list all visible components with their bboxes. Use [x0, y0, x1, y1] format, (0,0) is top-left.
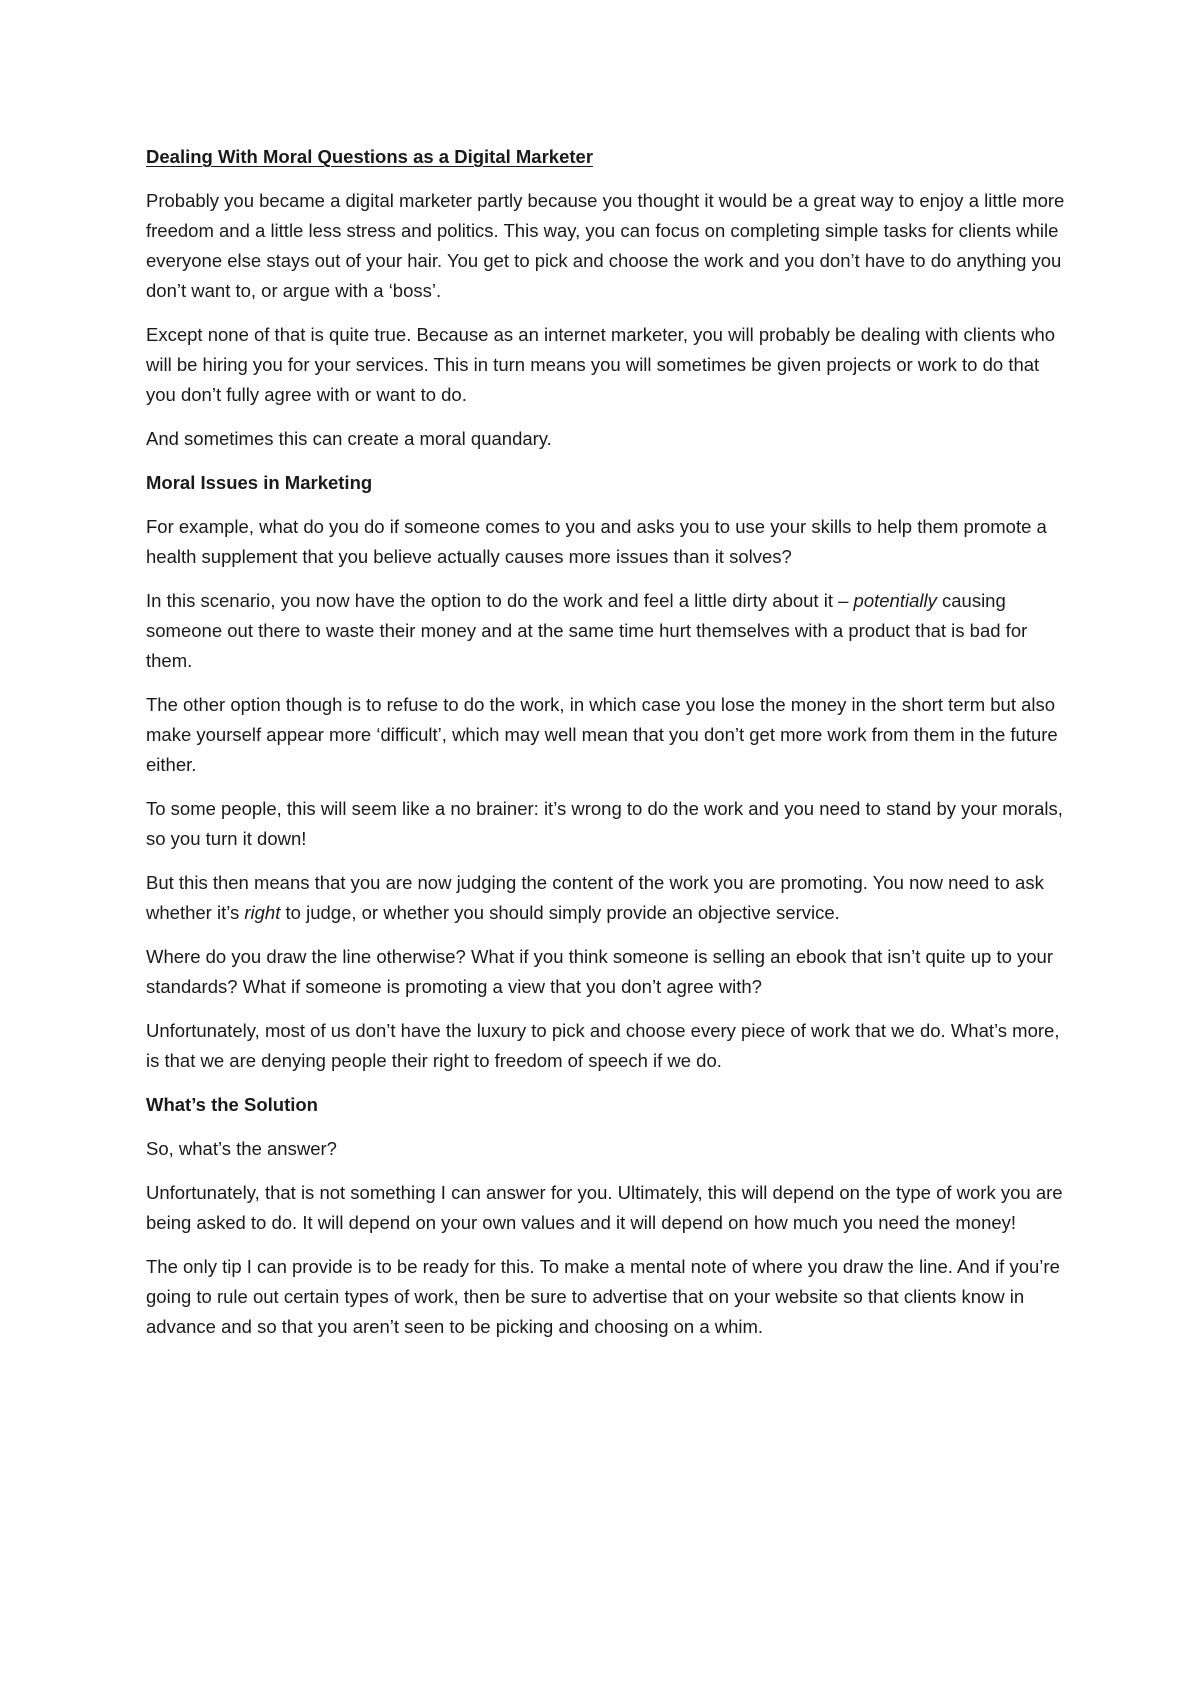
section1-paragraph-5-end: to judge, or whether you should simply provide an objective service. [280, 902, 840, 923]
document-title: Dealing With Moral Questions as a Digital Marketer [146, 146, 594, 167]
emphasis-right: right [244, 902, 281, 923]
section-heading-moral-issues: Moral Issues in Marketing [146, 472, 373, 493]
section-heading-solution: What’s the Solution [146, 1094, 318, 1115]
section1-paragraph-6: Where do you draw the line otherwise? What if you think someone is selling an ebook that isn’t quite up to your standards? What if someone is promoting a view that you don’t agree with? [146, 946, 1054, 997]
section1-paragraph-5-start: But this then means that you are now judging the content of the work you are promoting. You now need to ask whether it’s [146, 872, 1044, 923]
section1-paragraph-1: For example, what do you do if someone comes to you and asks you to use your skills to help them promote a health supplement that you believe actually causes more issues than it solves? [146, 516, 1047, 567]
emphasis-potentially: potentially [853, 590, 937, 611]
section1-paragraph-7: Unfortunately, most of us don’t have the luxury to pick and choose every piece of work that we do. What’s more, is that we are denying people their right to freedom of speech if we do. [146, 1020, 1060, 1071]
section1-paragraph-2 [146, 586, 1066, 676]
section1-paragraph-4: To some people, this will seem like a no brainer: it’s wrong to do the work and you need to stand by your morals, so you turn it down! [146, 798, 1063, 849]
intro-paragraph-2: Except none of that is quite true. Because as an internet marketer, you will probably be dealing with clients who will be hiring you for your services. This in turn means you will sometimes be given projects or work to do that you don’t fully agree with or want to do. [146, 324, 1056, 405]
document-body [146, 142, 1066, 1356]
intro-paragraph-1: Probably you became a digital marketer partly because you thought it would be a great way to enjoy a little more freedom and a little less stress and politics. This way, you can focus on completing simple tasks for clients while everyone else stays out of your hair. You get to pick and choose the work and you don’t have to do anything you don’t want to, or argue with a ‘boss’. [146, 190, 1065, 301]
intro-paragraph-3: And sometimes this can create a moral quandary. [146, 428, 552, 449]
section2-paragraph-2: Unfortunately, that is not something I can answer for you. Ultimately, this will depend on the type of work you are being asked to do. It will depend on your own values and it will depend on how much you need the money! [146, 1182, 1063, 1233]
section1-paragraph-2-start: In this scenario, you now have the option to do the work and feel a little dirty about it – [146, 590, 854, 611]
section2-paragraph-3: The only tip I can provide is to be ready for this. To make a mental note of where you draw the line. And if you’re going to rule out certain types of work, then be sure to advertise that on your website so that clients know in advance and so that you aren’t seen to be picking and choosing on a whim. [146, 1256, 1060, 1337]
section2-paragraph-1: So, what’s the answer? [146, 1138, 337, 1159]
section1-paragraph-5 [146, 868, 1066, 928]
section1-paragraph-3: The other option though is to refuse to do the work, in which case you lose the money in the short term but also make yourself appear more ‘difficult’, which may well mean that you don’t get more work from them in the future either. [146, 694, 1058, 775]
section1-paragraph-2-end: causing someone out there to waste their money and at the same time hurt themselves with a product that is bad for them. [146, 590, 1028, 671]
